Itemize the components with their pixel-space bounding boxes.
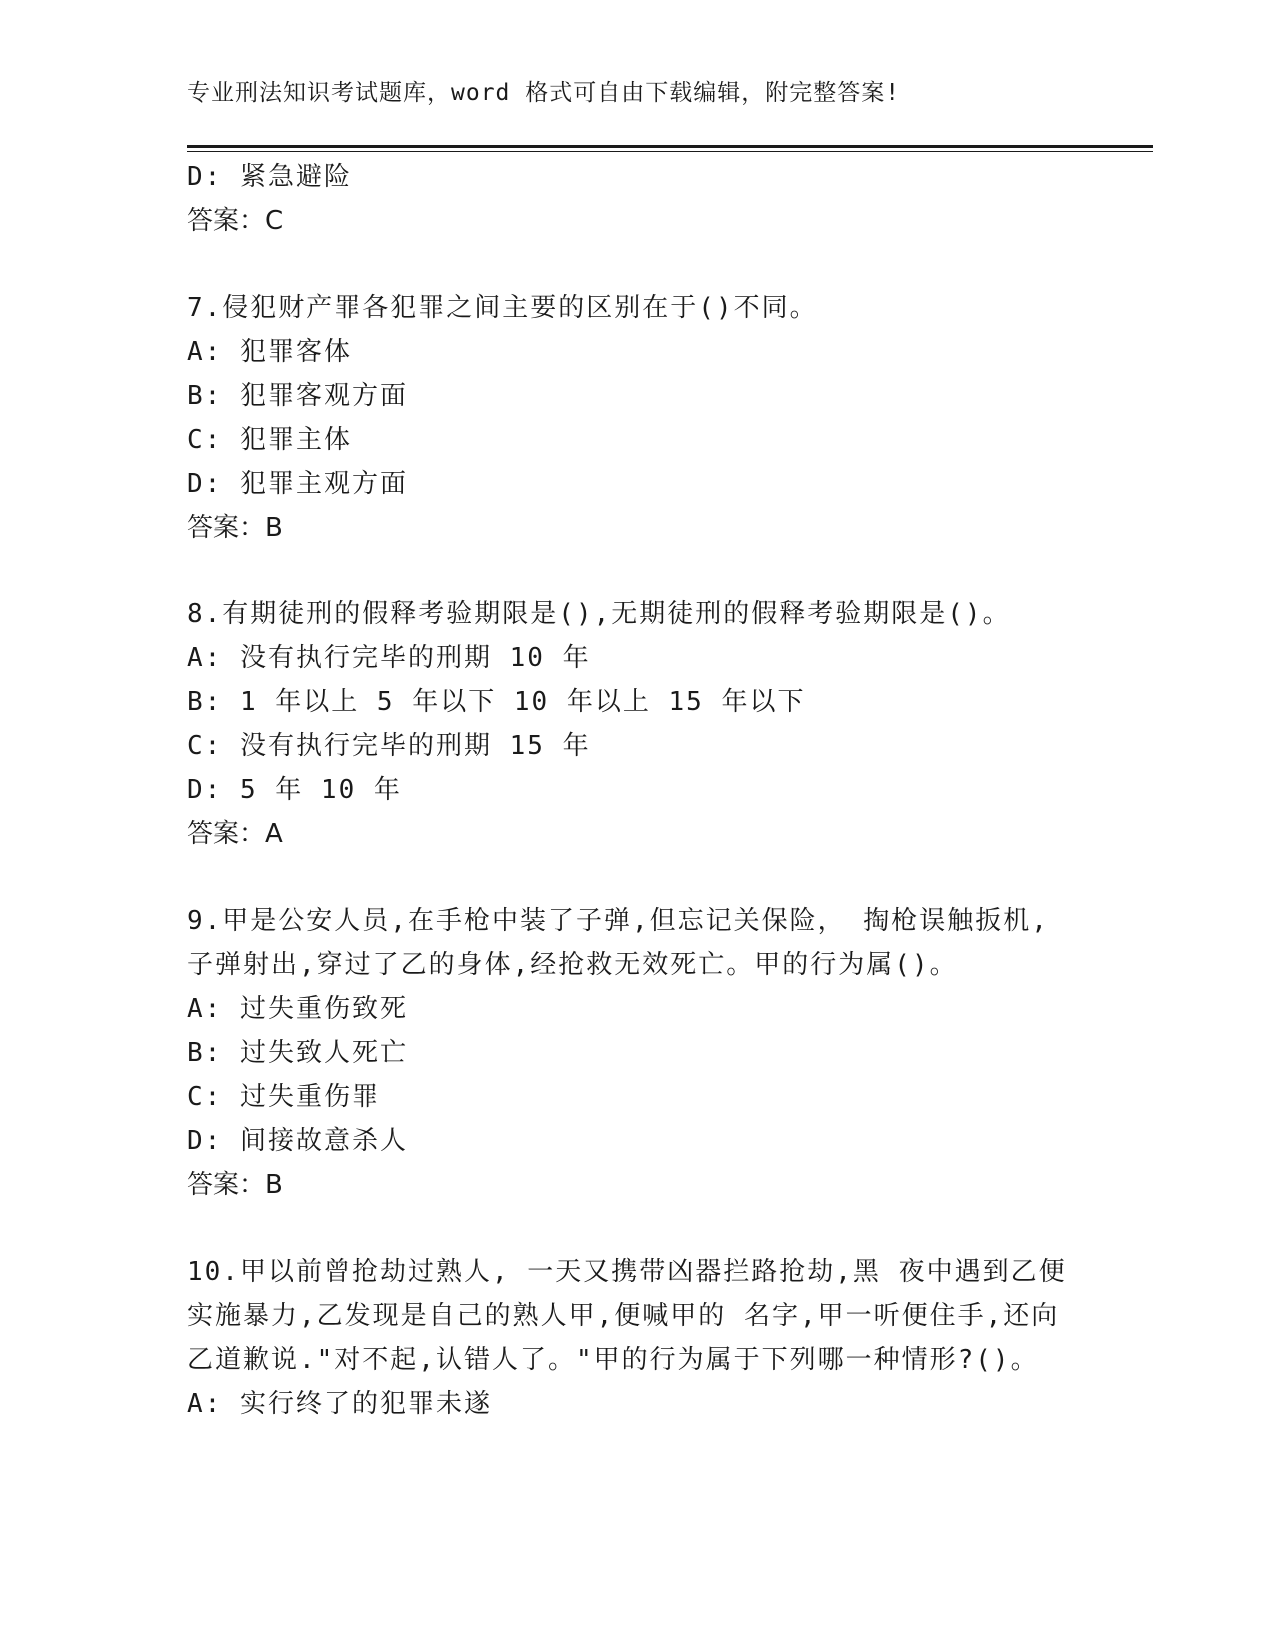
q9-option-a: A: 过失重伤致死 (187, 994, 408, 1024)
q8-question: 8.有期徒刑的假释考验期限是(),无期徒刑的假释考验期限是()。 (187, 599, 1011, 629)
q10-option-a: A: 实行终了的犯罪未遂 (187, 1389, 492, 1419)
q7-option-c: C: 犯罪主体 (187, 425, 352, 455)
header-rule-thick (187, 145, 1153, 148)
header-rule-thin (187, 151, 1153, 152)
q9-option-b: B: 过失致人死亡 (187, 1038, 408, 1068)
q10-question-line1: 10.甲以前曾抢劫过熟人, 一天又携带凶器拦路抢劫,黑 夜中遇到乙便 (187, 1257, 1067, 1287)
q7-option-d: D: 犯罪主观方面 (187, 469, 408, 499)
document-header: 专业刑法知识考试题库，word 格式可自由下载编辑，附完整答案! (187, 80, 901, 106)
q10-question-line2: 实施暴力,乙发现是自己的熟人甲,便喊甲的 名字,甲一听便住手,还向 (187, 1301, 1060, 1331)
q8-option-c: C: 没有执行完毕的刑期 15 年 (187, 731, 591, 761)
q6-answer: 答案：C (187, 206, 284, 236)
q9-question-line2: 子弹射出,穿过了乙的身体,经抢救无效死亡。甲的行为属()。 (187, 950, 958, 980)
q7-answer: 答案：B (187, 513, 283, 543)
q10-question-line3: 乙道歉说."对不起,认错人了。"甲的行为属于下列哪一种情形?()。 (187, 1345, 1039, 1375)
q9-option-d: D: 间接故意杀人 (187, 1126, 408, 1156)
q6-option-d: D: 紧急避险 (187, 162, 352, 192)
q9-answer: 答案：B (187, 1170, 283, 1200)
q8-option-b: B: 1 年以上 5 年以下 10 年以上 15 年以下 (187, 687, 806, 717)
q7-option-b: B: 犯罪客观方面 (187, 381, 408, 411)
q8-option-d: D: 5 年 10 年 (187, 775, 402, 805)
q7-option-a: A: 犯罪客体 (187, 337, 352, 367)
q9-option-c: C: 过失重伤罪 (187, 1082, 380, 1112)
q7-question: 7.侵犯财产罪各犯罪之间主要的区别在于()不同。 (187, 293, 818, 323)
q8-answer: 答案：A (187, 819, 283, 849)
q9-question-line1: 9.甲是公安人员,在手枪中装了子弹,但忘记关保险， 掏枪误触扳机, (187, 906, 1049, 936)
q8-option-a: A: 没有执行完毕的刑期 10 年 (187, 643, 591, 673)
